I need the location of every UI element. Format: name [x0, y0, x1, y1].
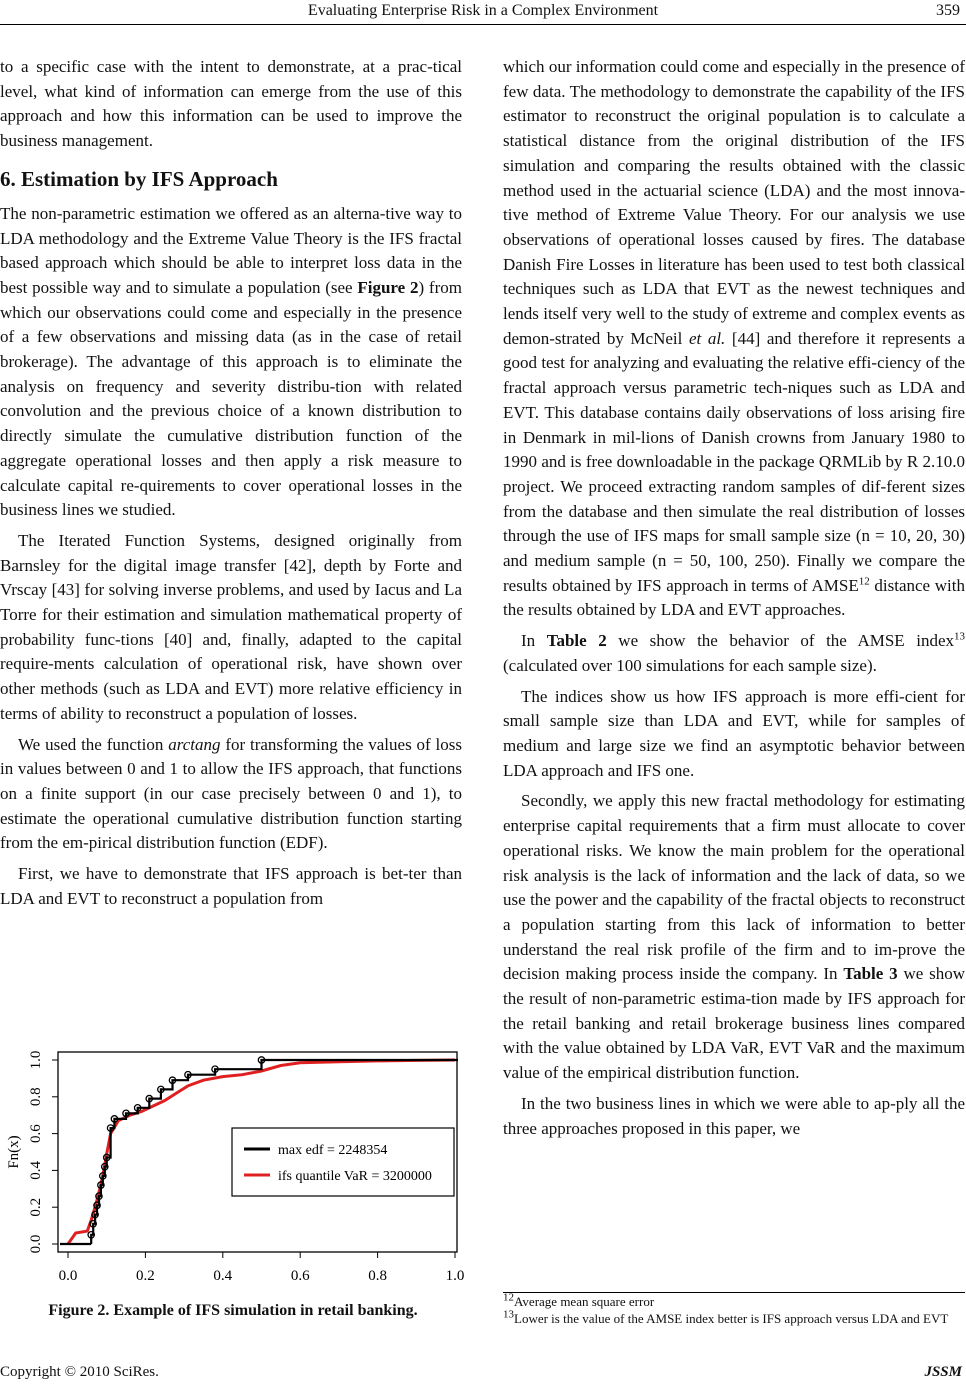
left-paragraph-5: First, we have to demonstrate that IFS approach is bet-ter than LDA and EVT to reconstruct a population from [0, 864, 462, 908]
page-number: 359 [936, 2, 960, 19]
right-paragraph-4: Secondly, we apply this new fractal methodology for estimating enterprise capital requirements that a firm must allocate to cover operational risks. We know the main problem for the operational risk analysis is the lack of information and the lack of data, so we use the power and the capability of the fractal objects to reconstruct a population starting from this lack of information to better understand the real risk profile of the firm and to im-prove the decision making process inside the company. In Table 3 we show the result of non-parametric estima-tion made by IFS approach for the retail banking and retail brokerage business lines compared with the value obtained by LDA VaR, EVT VaR and the maximum value of the empirical distribution function. [503, 791, 965, 1083]
figure-caption: Figure 2. Example of IFS simulation in retail banking. [48, 1302, 418, 1319]
x-tick-label: 0.4 [213, 1268, 233, 1284]
right-paragraph-3: The indices show us how IFS approach is more effi-cient for small sample size than LDA and EVT, while for samples of medium and large size we find an asymptotic behavior between LDA approach and IFS one. [503, 686, 965, 780]
right-paragraph-2: In Table 2 we show the behavior of the AMSE index$^{13}$ (calculated over 100 simulations for each sample size). [503, 630, 965, 675]
legend-label-ifs: ifs quantile VaR = 3200000 [278, 1169, 432, 1184]
table-3-reference[interactable]: Table 3 [843, 964, 898, 984]
legend-box [232, 1128, 454, 1196]
journal-abbrev: JSSM [924, 1364, 962, 1380]
figure-2-reference[interactable]: Figure 2 [357, 277, 419, 297]
x-tick-label: 0.0 [58, 1268, 78, 1284]
x-tick-label: 0.2 [136, 1268, 155, 1284]
footnote-ref-12[interactable]: 12 [858, 575, 870, 588]
legend-label-edf: max edf = 2248354 [278, 1143, 388, 1158]
running-title: Evaluating Enterprise Risk in a Complex Environment [307, 2, 659, 19]
footnote-12: $^{12}$Average mean square error [503, 1291, 655, 1309]
ifs-chart [0, 1040, 470, 1330]
y-tick-label: 0.4 [28, 1161, 44, 1180]
x-tick-label: 1.0 [445, 1268, 465, 1284]
x-tick-label: 0.8 [368, 1268, 387, 1284]
right-paragraph-1: which our information could come and especially in the presence of few data. The methodology to demonstrate the capability of the IFS estimator to reconstruct the original population is to calculate a statistical distance from the original distribution of the IFS simulation and comparing the results obtained with the classic method used in the actuarial science (LDA) and the most innova-tive method of Extreme Value Theory. For our analysis we use observations of operational losses caused by fires. The database Danish Fire Losses in literature has been used to test both classical techniques such as LDA that EVT as the newest techniques and lends itself very well to the study of extreme and complex events as demon-strated by McNeil et al. [44] and therefore it represents a good test for analyzing and evaluating the relative effi-ciency of the fractal approach versus parametric tech-niques such as LDA and EVT. This database contains daily observations of loss arising fire in Denmark in mil-lions of Danish crowns from January 1980 to 1990 and is free downloadable in the package QRMLib by R 2.10.0 project. We proceed extracting random samples of dif-ferent sizes from the database and then simulate the real distribution of losses through the use of IFS maps for small sample size (n = 10, 20, 30) and medium sample (n = 50, 100, 250). Finally we compare the results obtained by IFS approach in terms of AMSE$^{12}$ distance with the results obtained by LDA and EVT approaches. [503, 57, 965, 620]
y-tick-label: 0.0 [28, 1234, 44, 1254]
y-tick-label: 1.0 [28, 1050, 44, 1070]
figure-2 [0, 1040, 470, 1330]
section-heading: 6. Estimation by IFS Approach [0, 166, 278, 191]
y-tick-label: 0.8 [28, 1087, 44, 1107]
y-tick-label: 0.2 [28, 1197, 44, 1217]
y-tick-label: 0.6 [28, 1124, 44, 1143]
left-paragraph-3: The Iterated Function Systems, designed originally from Barnsley for the digital image transfer [42], depth by Forte and Vrscay [43] for solving inverse problems, and used by Iacus and La Torre for their estimation and simulation mathematical property of probability func-tions [40] and, finally, adapted to the capital require-ments calculation of operational risk, have shown over other methods (such as LDA and EVT) more relative efficiency in terms of ability to reconstruct a population of losses. [0, 530, 462, 723]
footnote-13: $^{13}$Lower is the value of the AMSE index better is IFS approach versus LDA and EVT [503, 1308, 949, 1326]
left-paragraph-1: to a specific case with the intent to demonstrate, at a prac-tical level, what kind of information can emerge from the use of this approach and how this information can be used to improve the business management. [0, 57, 462, 151]
x-tick-label: 0.6 [290, 1268, 310, 1284]
left-column [0, 55, 462, 912]
right-paragraph-5: In the two business lines in which we were able to ap-ply all the three approaches proposed in this paper, we [503, 1093, 965, 1138]
footnote-ref-13[interactable]: 13 [954, 630, 965, 643]
right-column [503, 55, 965, 1141]
table-2-reference[interactable]: Table 2 [546, 631, 607, 651]
left-paragraph-2: The non-parametric estimation we offered as an alterna-tive way to LDA methodology and the Extreme Value Theory is the IFS fractal based approach which should be able to interpret loss data in the best possible way and to simulate a population (see Figure 2) from which our observations could come and especially in the presence of a few observations and missing data (as in the case of retail brokerage). The advantage of this approach is to eliminate the analysis on frequency and severity distribu-tion with related convolution and the previous choice of a known distribution to directly simulate the cumulative distribution function of the aggregate operational losses and then apply a risk measure to calculate capital re-quirements to cover operational losses in the business lines we studied. [0, 203, 462, 520]
footnotes [503, 1292, 965, 1327]
running-head [0, 0, 966, 25]
left-paragraph-4: We used the function arctang for transforming the values of loss in values between 0 and 1 to allow the IFS approach, that functions on a finite support (in our case precisely between 0 and 1), to estimate the operational cumulative distribution function starting from the em-pirical distribution function (EDF). [0, 734, 463, 853]
y-axis-label: Fn(x) [6, 1135, 22, 1169]
copyright: Copyright © 2010 SciRes. [0, 1364, 159, 1380]
